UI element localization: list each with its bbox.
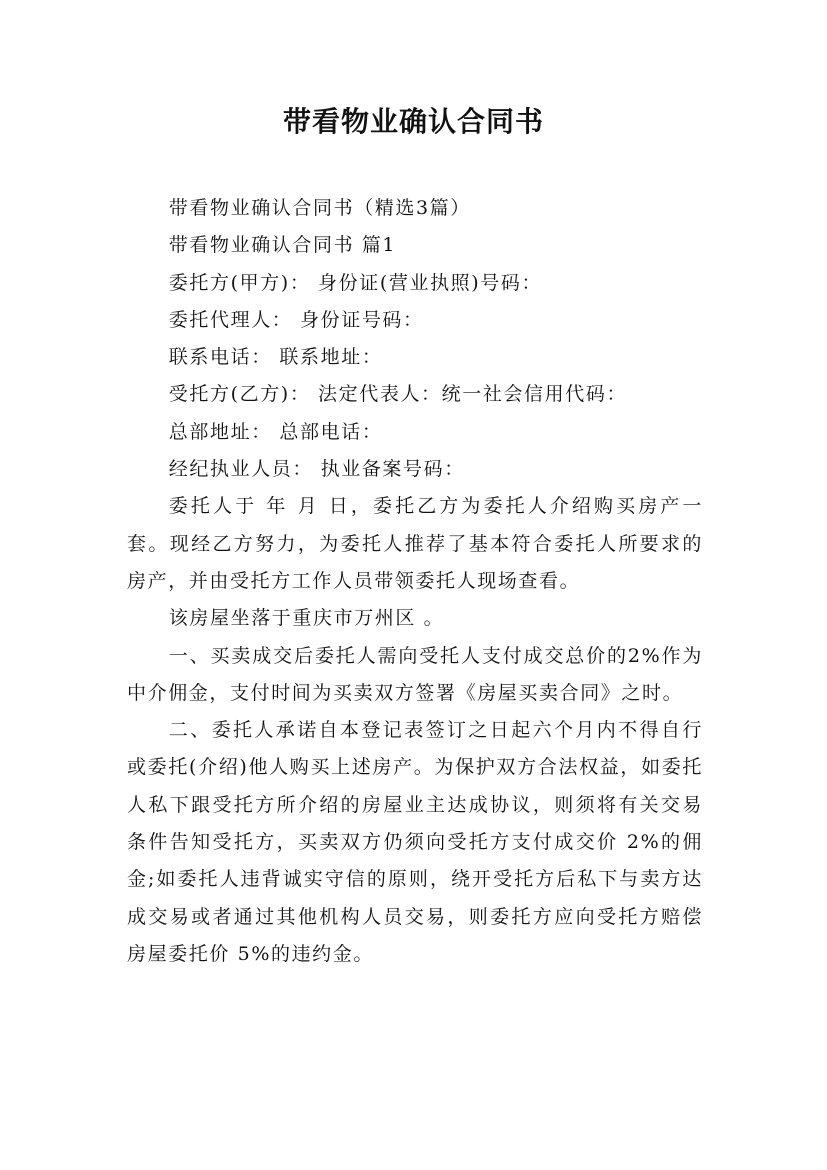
paragraph-broker: 经纪执业人员： 执业备案号码： xyxy=(168,458,465,481)
paragraph-contact: 联系电话： 联系地址： xyxy=(168,346,383,369)
paragraph-section-heading: 带看物业确认合同书 篇1 xyxy=(168,234,397,257)
paragraph-location: 该房屋坐落于重庆市万州区 。 xyxy=(168,607,445,630)
paragraph-headquarters: 总部地址： 总部电话： xyxy=(168,420,383,443)
document-title: 带看物业确认合同书 xyxy=(282,105,544,138)
paragraph-commission-intro: 委托人于 年 月 日，委托乙方为委托人介绍购买房产一套。现经乙方努力，为委托人推荐了基本符合委托人所要求的房产，并由受托方工作人员带领委托人现场查看。 xyxy=(127,495,703,592)
paragraph-party-a: 委托方(甲方)： 身份证(营业执照)号码： xyxy=(168,271,543,294)
paragraph-party-b: 受托方(乙方)： 法定代表人：统一社会信用代码： xyxy=(168,383,628,406)
paragraph-clause-2: 二、委托人承诺自本登记表签订之日起六个月内不得自行或委托(介绍)他人购买上述房产。为保护双方合法权益，如委托人私下跟受托方所介绍的房屋业主达成协议，则须将有关交易条件告知受托方，买卖双方仍须向受托方支付成交价 2%的佣金;如委托人违背诚实守信的原则，绕开受托方后私下与卖方达成交易或者通过其他机构人员交易，则委托方应向受托方赔偿房屋委托价 5%的违约金。 xyxy=(127,719,703,965)
paragraph-agent: 委托代理人： 身份证号码： xyxy=(168,308,424,331)
document-body xyxy=(127,190,703,973)
paragraph-subtitle: 带看物业确认合同书（精选3篇） xyxy=(168,197,471,219)
paragraph-clause-1: 一、买卖成交后委托人需向受托人支付成交总价的2%作为中介佣金，支付时间为买卖双方签署《房屋买卖合同》之时。 xyxy=(127,644,703,704)
